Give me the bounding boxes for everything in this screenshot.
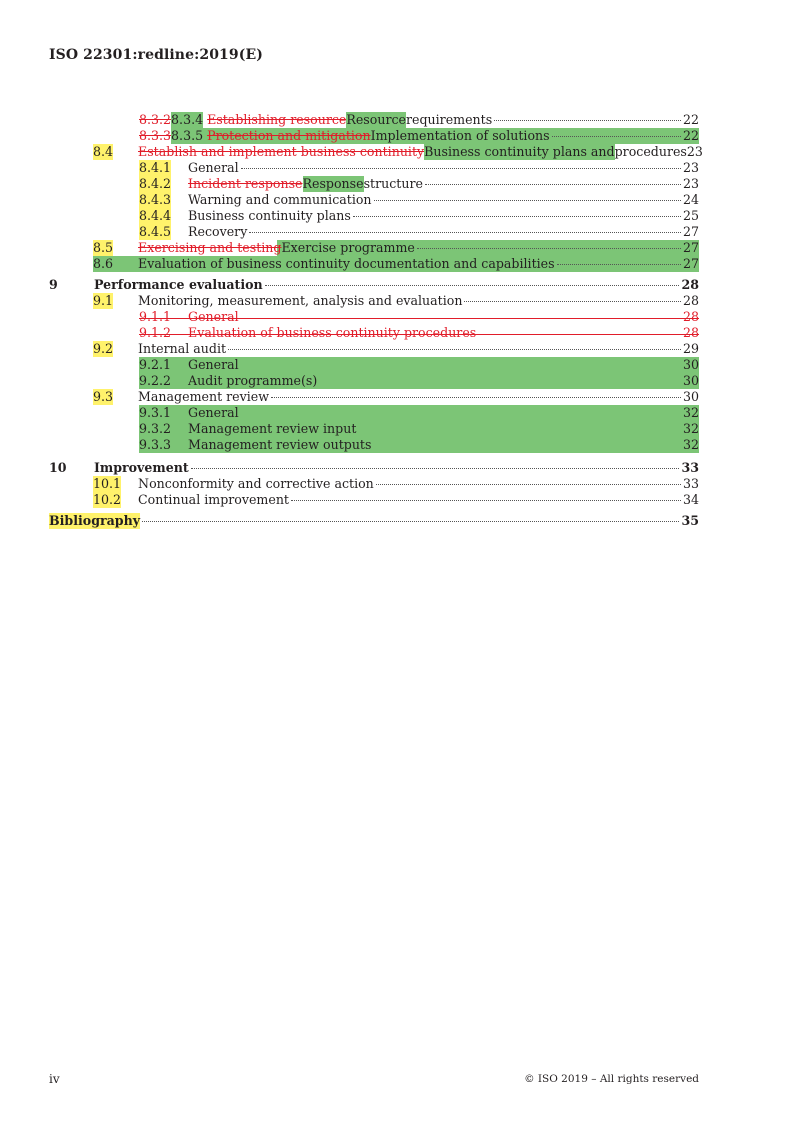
section-number: 8.4 — [93, 144, 114, 159]
section-number: 8.4.5 — [139, 224, 172, 239]
leader-dots — [142, 521, 679, 522]
page-number: 32 — [682, 437, 699, 452]
leader-dots — [319, 381, 681, 382]
deleted-title: Incident response — [188, 176, 303, 191]
toc-row-10-2[interactable] — [49, 492, 699, 508]
chapter-number: 10 — [49, 460, 67, 475]
section-number: 9.2.2 — [139, 373, 172, 388]
toc-row-8-3-5[interactable] — [49, 128, 699, 144]
leader-dots — [241, 168, 681, 169]
section-number: 9.1 — [93, 293, 114, 308]
section-number: 9.3.1 — [139, 405, 172, 420]
entry-title: Improvement — [94, 460, 189, 475]
page-number: 33 — [682, 476, 699, 491]
toc-row-9-2-1[interactable] — [49, 357, 699, 373]
leader-dots — [376, 484, 681, 485]
toc-row-9[interactable] — [49, 277, 699, 293]
entry-title: Evaluation of business continuity procedures — [188, 325, 477, 340]
toc-row-9-1[interactable] — [49, 293, 699, 309]
toc-row-8-4[interactable] — [49, 144, 703, 160]
toc-row-8-4-2[interactable] — [49, 176, 699, 192]
toc-row-9-2[interactable] — [49, 341, 699, 357]
leader-dots — [191, 468, 680, 469]
page-number: 27 — [682, 224, 699, 239]
entry-title: Performance evaluation — [94, 277, 263, 292]
page-number: 33 — [681, 460, 699, 475]
toc-row-8-4-3[interactable] — [49, 192, 699, 208]
copyright-notice: © ISO 2019 – All rights reserved — [524, 1073, 699, 1085]
toc-row-9-3-2[interactable] — [49, 421, 699, 437]
toc-row-10[interactable] — [49, 460, 699, 476]
section-number: 9.1.1 — [139, 309, 172, 324]
entry-title: Bibliography — [49, 513, 141, 528]
page-number: 22 — [682, 128, 699, 143]
section-number: 8.4.4 — [139, 208, 172, 223]
toc-row-8-4-4[interactable] — [49, 208, 699, 224]
entry-title: Management review — [138, 389, 269, 404]
page-number: 30 — [682, 389, 699, 404]
leader-dots — [241, 365, 681, 366]
inserted-number: 8.3.5 — [171, 128, 204, 143]
page-number: 30 — [682, 357, 699, 372]
toc-row-9-3[interactable] — [49, 389, 699, 405]
page-number: 28 — [682, 309, 699, 324]
entry-title: General — [188, 357, 239, 372]
toc-row-bibliography[interactable] — [49, 513, 699, 529]
deleted-title: Exercising and testing — [138, 240, 282, 255]
section-number: 9.1.2 — [139, 325, 172, 340]
leader-dots — [478, 333, 681, 334]
title-tail: requirements — [406, 112, 493, 127]
leader-dots — [249, 232, 681, 233]
title-tail: structure — [363, 176, 423, 191]
section-number: 9.3.3 — [139, 437, 172, 452]
toc-row-8-4-1[interactable] — [49, 160, 699, 176]
section-number: 8.4.3 — [139, 192, 172, 207]
leader-dots — [373, 445, 681, 446]
entry-title: Warning and communication — [188, 192, 372, 207]
section-number: 10.2 — [93, 492, 122, 507]
leader-dots — [358, 429, 681, 430]
entry-title: Continual improvement — [138, 492, 289, 507]
title-tail: procedures — [614, 144, 687, 159]
deleted-number: 8.3.2 — [139, 112, 172, 127]
toc-row-10-1[interactable] — [49, 476, 699, 492]
page-number: 30 — [682, 373, 699, 388]
page-number: 22 — [682, 112, 699, 127]
entry-title: Nonconformity and corrective action — [138, 476, 374, 491]
section-number: 9.3.2 — [139, 421, 172, 436]
entry-title: Audit programme(s) — [188, 373, 318, 388]
deleted-number: 8.3.3 — [139, 128, 172, 143]
leader-dots — [228, 349, 681, 350]
page-number: 28 — [681, 277, 699, 292]
inserted-title: Response — [302, 176, 364, 191]
leader-dots — [353, 216, 681, 217]
entry-title: General — [188, 309, 239, 324]
inserted-title: Implementation of solutions — [370, 128, 550, 143]
entry-title: Internal audit — [138, 341, 227, 356]
section-number: 8.5 — [93, 240, 114, 255]
section-number: 8.4.2 — [139, 176, 172, 191]
page-number: 35 — [681, 513, 699, 528]
deleted-title: Establishing resource — [207, 112, 347, 127]
leader-dots — [494, 120, 681, 121]
toc-row-9-2-2[interactable] — [49, 373, 699, 389]
page-number: 28 — [682, 293, 699, 308]
toc-row-8-4-5[interactable] — [49, 224, 699, 240]
leader-dots — [374, 200, 681, 201]
deleted-title: Establish and implement business continuity — [138, 144, 425, 159]
leader-dots — [557, 264, 681, 265]
page-number: 32 — [682, 405, 699, 420]
entry-title: Evaluation of business continuity documentation and capabilities — [138, 256, 555, 271]
document-header: ISO 22301:redline:2019(E) — [49, 47, 263, 63]
page-number: 23 — [682, 160, 699, 175]
entry-title: Business continuity plans — [188, 208, 351, 223]
page-number: 32 — [682, 421, 699, 436]
section-number: 9.2 — [93, 341, 114, 356]
leader-dots — [425, 184, 681, 185]
page-number: 34 — [682, 492, 699, 507]
leader-dots — [271, 397, 681, 398]
leader-dots — [241, 413, 681, 414]
leader-dots — [552, 136, 681, 137]
inserted-title: Business continuity plans and — [424, 144, 615, 159]
entry-title: General — [188, 405, 239, 420]
deleted-title: Protection and mitigation — [207, 128, 371, 143]
inserted-number: 8.3.4 — [171, 112, 204, 127]
toc-row-9-1-2-deleted[interactable] — [49, 325, 699, 341]
page-label: iv — [49, 1072, 60, 1086]
leader-dots — [241, 317, 681, 318]
section-number: 10.1 — [93, 476, 122, 491]
leader-dots — [291, 500, 681, 501]
page-number: 24 — [682, 192, 699, 207]
toc-row-8-5[interactable] — [49, 240, 699, 256]
entry-title: Recovery — [188, 224, 248, 239]
inserted-title: Exercise programme — [281, 240, 415, 255]
toc-row-9-3-1[interactable] — [49, 405, 699, 421]
entry-title: Monitoring, measurement, analysis and evaluation — [138, 293, 463, 308]
table-of-contents — [49, 112, 703, 529]
page-number: 25 — [682, 208, 699, 223]
section-number: 8.4.1 — [139, 160, 172, 175]
toc-row-9-3-3[interactable] — [49, 437, 699, 453]
chapter-number: 9 — [49, 277, 58, 292]
section-number: 9.3 — [93, 389, 114, 404]
entry-title: General — [188, 160, 239, 175]
section-number: 9.2.1 — [139, 357, 172, 372]
section-number: 8.6 — [93, 256, 114, 271]
leader-dots — [417, 248, 681, 249]
page-number: 23 — [686, 144, 703, 159]
toc-row-9-1-1-deleted[interactable] — [49, 309, 699, 325]
page-number: 27 — [682, 256, 699, 271]
inserted-title: Resource — [346, 112, 406, 127]
leader-dots — [265, 285, 680, 286]
toc-row-8-6[interactable] — [49, 256, 699, 272]
page-number: 23 — [682, 176, 699, 191]
entry-title: Management review outputs — [188, 437, 372, 452]
page-number: 27 — [682, 240, 699, 255]
page-number: 28 — [682, 325, 699, 340]
entry-title: Management review input — [188, 421, 357, 436]
leader-dots — [464, 301, 681, 302]
page-number: 29 — [682, 341, 699, 356]
toc-row-8-3-4[interactable] — [49, 112, 699, 128]
